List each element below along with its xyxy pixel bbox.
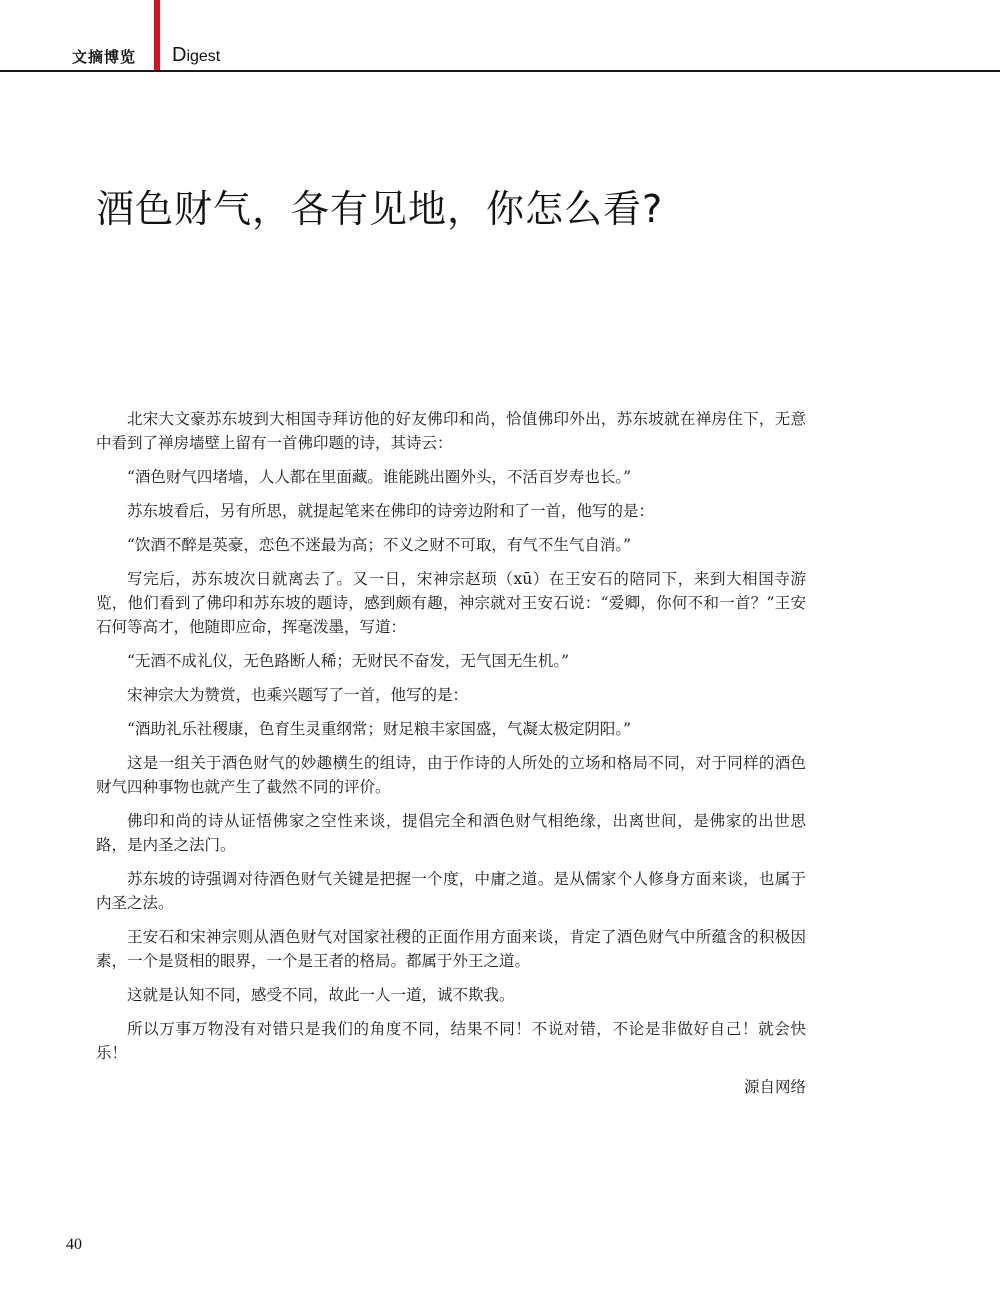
digest-rest: igest bbox=[186, 48, 221, 65]
paragraph: 王安石和宋神宗则从酒色财气对国家社稷的正面作用方面来谈，肯定了酒色财气中所蕴含的积极因素，一个是贤相的眼界，一个是王者的格局。都属于外王之道。 bbox=[96, 928, 806, 970]
quote-paragraph: “无酒不成礼仪，无色路断人稀；无财民不奋发，无气国无生机。” bbox=[127, 652, 570, 670]
page-header bbox=[0, 0, 1000, 72]
paragraph: 宋神宗大为赞赏，也乘兴题写了一首，他写的是： bbox=[127, 686, 469, 704]
article-title: 酒色财气，各有见地，你怎么看? bbox=[96, 187, 664, 231]
header-accent-bar bbox=[154, 0, 160, 72]
paragraph: 苏东坡看后，另有所思，就提起笔来在佛印的诗旁边附和了一首，他写的是： bbox=[127, 502, 655, 520]
quote-paragraph: “酒色财气四堵墙，人人都在里面藏。谁能跳出圈外头，不活百岁寿也长。” bbox=[127, 468, 632, 486]
paragraph: 所以万事万物没有对错只是我们的角度不同，结果不同！不说对错，不论是非做好自己！就会快乐！ bbox=[96, 1020, 806, 1062]
page-number: 40 bbox=[66, 1236, 82, 1253]
digest-initial: D bbox=[172, 44, 187, 66]
paragraph: 佛印和尚的诗从证悟佛家之空性来谈，提倡完全和酒色财气相绝缘，出离世间，是佛家的出世思路，是内圣之法门。 bbox=[96, 812, 806, 854]
paragraph: 这就是认知不同，感受不同，故此一人一道，诚不欺我。 bbox=[127, 986, 515, 1004]
section-name-english bbox=[172, 44, 220, 67]
paragraph: 北宋大文豪苏东坡到大相国寺拜访他的好友佛印和尚，恰值佛印外出，苏东坡就在禅房住下，无意中看到了禅房墙壁上留有一首佛印题的诗，其诗云： bbox=[96, 410, 806, 452]
section-name: 文摘博览 bbox=[72, 48, 137, 66]
article-body bbox=[96, 407, 806, 1109]
paragraph: 苏东坡的诗强调对待酒色财气关键是把握一个度，中庸之道。是从儒家个人修身方面来谈，也属于内圣之法。 bbox=[96, 870, 806, 912]
quote-paragraph: “酒助礼乐社稷康，色育生灵重纲常；财足粮丰家国盛，气凝太极定阴阳。” bbox=[127, 720, 632, 738]
source-credit: 源自网络 bbox=[743, 1078, 806, 1096]
quote-paragraph: “饮酒不醉是英豪，恋色不迷最为高；不义之财不可取，有气不生气自消。” bbox=[127, 536, 632, 554]
header-rule bbox=[0, 70, 1000, 72]
paragraph: 写完后，苏东坡次日就离去了。又一日，宋神宗赵顼（xū）在王安石的陪同下，来到大相国寺游览，他们看到了佛印和苏东坡的题诗，感到颇有趣，神宗就对王安石说：“爱卿，你何不和一首？”王安石何等高才，他随即应命，挥毫泼墨，写道： bbox=[96, 570, 806, 636]
paragraph: 这是一组关于酒色财气的妙趣横生的组诗，由于作诗的人所处的立场和格局不同，对于同样的酒色财气四种事物也就产生了截然不同的评价。 bbox=[96, 754, 806, 796]
